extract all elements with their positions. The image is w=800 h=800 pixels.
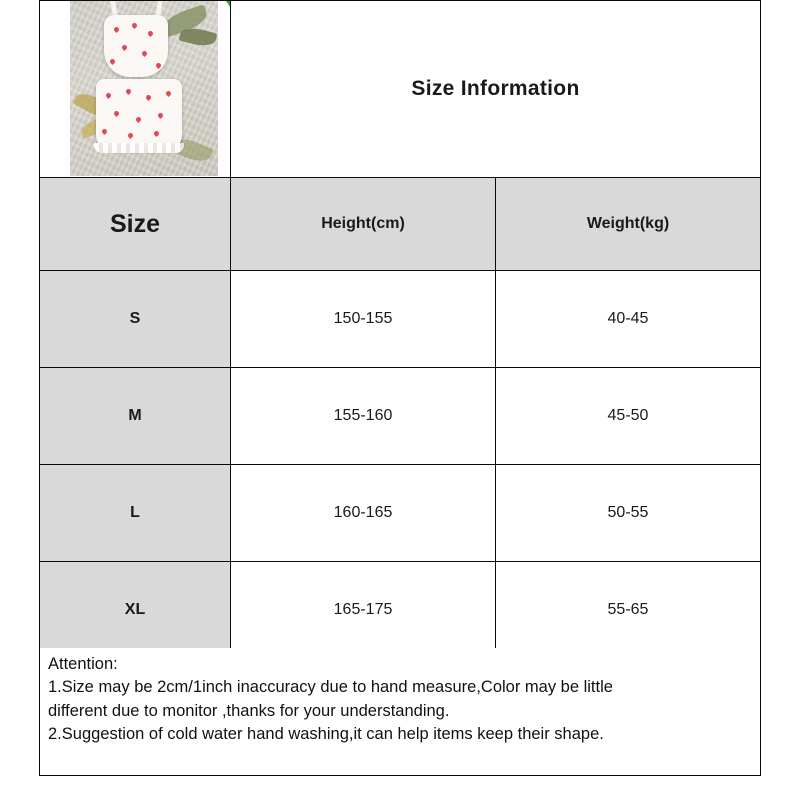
product-photo xyxy=(70,1,218,176)
cell-size: M xyxy=(40,368,231,465)
garment-lace-trim xyxy=(94,143,184,153)
attention-block xyxy=(39,648,761,776)
attention-line-2: different due to monitor ,thanks for your understanding. xyxy=(48,701,450,720)
cell-weight: 45-50 xyxy=(496,368,761,465)
cell-height: 155-160 xyxy=(231,368,496,465)
cell-height: 160-165 xyxy=(231,465,496,562)
cell-size: XL xyxy=(40,562,231,659)
cell-size: S xyxy=(40,271,231,368)
green-marker-icon xyxy=(226,1,231,13)
table-row xyxy=(40,368,761,465)
cell-size: L xyxy=(40,465,231,562)
attention-line-1: 1.Size may be 2cm/1inch inaccuracy due to hand measure,Color may be little xyxy=(48,678,613,697)
table-row-header-top xyxy=(40,1,761,178)
page-title: Size Information xyxy=(231,1,761,178)
column-header-height: Height(cm) xyxy=(231,178,496,271)
attention-heading: Attention: xyxy=(48,655,118,673)
cell-weight: 55-65 xyxy=(496,562,761,659)
column-header-size: Size xyxy=(40,178,231,271)
cell-height: 165-175 xyxy=(231,562,496,659)
cell-weight: 40-45 xyxy=(496,271,761,368)
attention-line-3: 2.Suggestion of cold water hand washing,it can help items keep their shape. xyxy=(48,725,604,744)
product-image-cell xyxy=(40,1,231,178)
size-information-table xyxy=(39,0,761,659)
cell-height: 150-155 xyxy=(231,271,496,368)
table-header-row xyxy=(40,178,761,271)
table-row xyxy=(40,271,761,368)
table-row xyxy=(40,562,761,659)
column-header-weight: Weight(kg) xyxy=(496,178,761,271)
cell-weight: 50-55 xyxy=(496,465,761,562)
table-row xyxy=(40,465,761,562)
